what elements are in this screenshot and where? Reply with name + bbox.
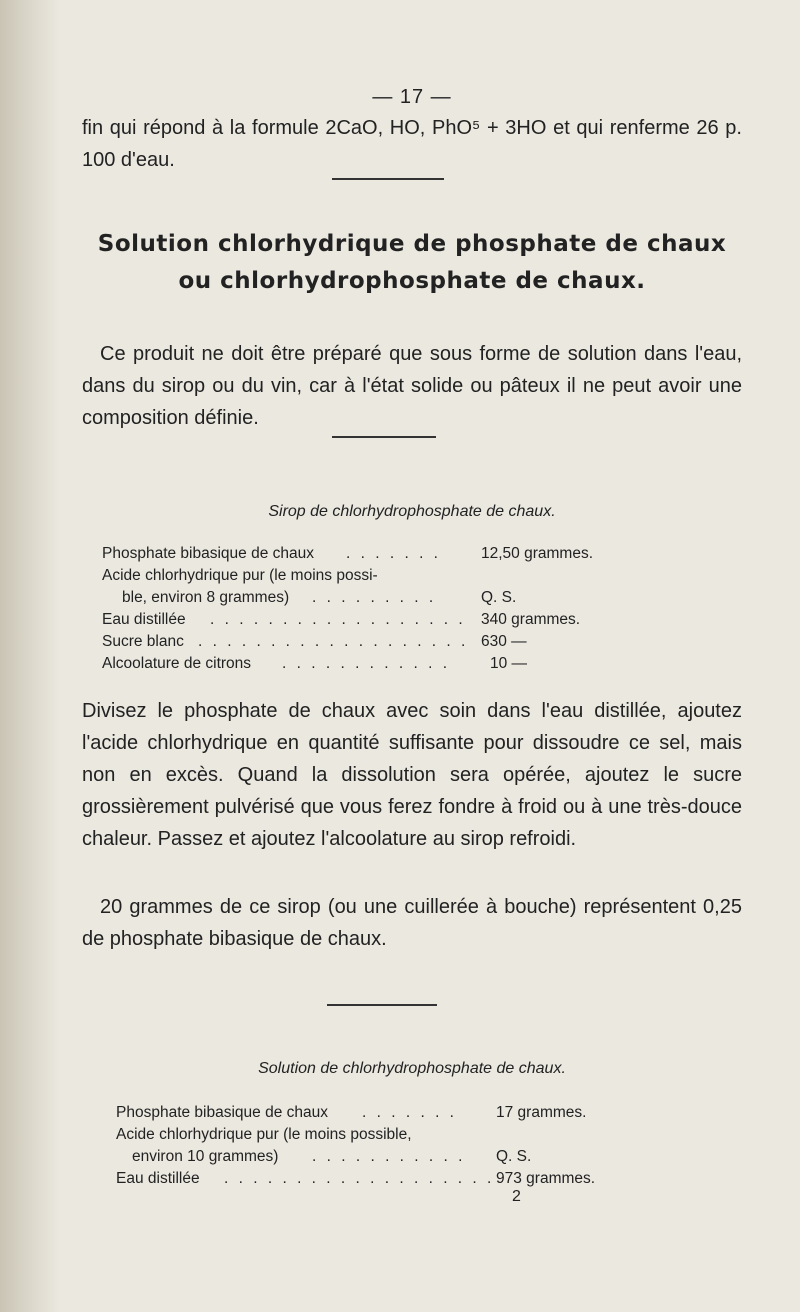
ingredient-name: ble, environ 8 grammes): [122, 589, 290, 606]
recipe-row: [116, 1102, 716, 1124]
leader-dots: . . . . . . . . . . . . . . . . . . .: [198, 633, 469, 650]
ingredient-name: Acide chlorhydrique pur (le moins possible,: [116, 1126, 412, 1143]
leader-dots: . . . . . . .: [346, 545, 441, 562]
ingredient-name: Sucre blanc: [102, 633, 184, 650]
recipe-title: Solution de chlorhydrophosphate de chaux.: [258, 1060, 566, 1077]
ingredient-amount: Q. S.: [496, 1148, 532, 1165]
leader-dots: . . . . . . . . . . .: [312, 1148, 466, 1165]
ingredient-amount: 12,50 grammes.: [481, 545, 593, 562]
ingredient-name: Acide chlorhydrique pur (le moins possi-: [102, 567, 378, 584]
page-number: — 17 —: [372, 86, 452, 108]
section-title-line-2: ou chlorhydrophosphate de chaux.: [178, 268, 646, 294]
recipe-title: Sirop de chlorhydrophosphate de chaux.: [268, 503, 556, 520]
recipe-table: [102, 543, 712, 675]
recipe-row: [102, 653, 712, 675]
recipe-row: [116, 1146, 716, 1168]
section-title-line-1: Solution chlorhydrique de phosphate de chaux: [97, 231, 727, 257]
ingredient-name: Eau distillée: [116, 1170, 200, 1187]
instructions-paragraph: Divisez le phosphate de chaux avec soin dans l'eau distillée, ajoutez l'acide chlorhydrique en quantité suffisante pour dissoudre ce sel, mais non en excès. Quand la dissolution sera opérée, ajoutez le sucre grossièrement pulvérisé que vous ferez fondre à froid ou à une très-douce chaleur. Passez et ajoutez l'alcoolature au sirop refroidi.: [82, 700, 742, 850]
section-divider: [332, 178, 444, 180]
leader-dots: . . . . . . . . . . . .: [282, 655, 451, 672]
leader-dots: . . . . . . . . .: [312, 589, 437, 606]
book-binding-edge: [0, 0, 60, 1312]
recipe-row: [102, 587, 712, 609]
recipe-row: [102, 631, 712, 653]
recipe-table: [116, 1102, 716, 1190]
recipe-row: [102, 609, 712, 631]
ingredient-amount: 17 grammes.: [496, 1104, 587, 1121]
ingredient-name: environ 10 grammes): [132, 1148, 279, 1165]
leader-dots: . . . . . . .: [362, 1104, 457, 1121]
leader-dots: . . . . . . . . . . . . . . . . . .: [210, 611, 466, 628]
recipe-row: [102, 543, 712, 565]
intro-paragraph: fin qui répond à la formule 2CaO, HO, PhO⁵ + 3HO et qui renferme 26 p. 100 d'eau.: [82, 117, 742, 171]
ingredient-name: Eau distillée: [102, 611, 186, 628]
ingredient-amount: 340 grammes.: [481, 611, 581, 628]
ingredient-name: Phosphate bibasique de chaux: [116, 1104, 328, 1121]
leader-dots: . . . . . . . . . . . . . . . . . . .: [224, 1170, 495, 1187]
recipe-divider: [327, 1004, 437, 1006]
section-paragraph: Ce produit ne doit être préparé que sous forme de solution dans l'eau, dans du sirop ou du vin, car à l'état solide ou pâteux il ne peut avoir une composition définie.: [82, 343, 742, 429]
ingredient-amount: 10 —: [490, 655, 528, 672]
ingredient-amount: 630 —: [481, 633, 527, 650]
ingredient-name: Phosphate bibasique de chaux: [102, 545, 314, 562]
signature-mark: 2: [512, 1188, 521, 1205]
recipe-row: [116, 1124, 716, 1146]
dosage-paragraph: 20 grammes de ce sirop (ou une cuillerée à bouche) représentent 0,25 de phosphate bibasique de chaux.: [82, 896, 742, 950]
ingredient-amount: Q. S.: [481, 589, 517, 606]
ingredient-amount: 973 grammes.: [496, 1170, 596, 1187]
recipe-row: [116, 1168, 716, 1190]
recipe-row: [102, 565, 712, 587]
ingredient-name: Alcoolature de citrons: [102, 655, 252, 672]
recipe-divider: [332, 436, 436, 438]
